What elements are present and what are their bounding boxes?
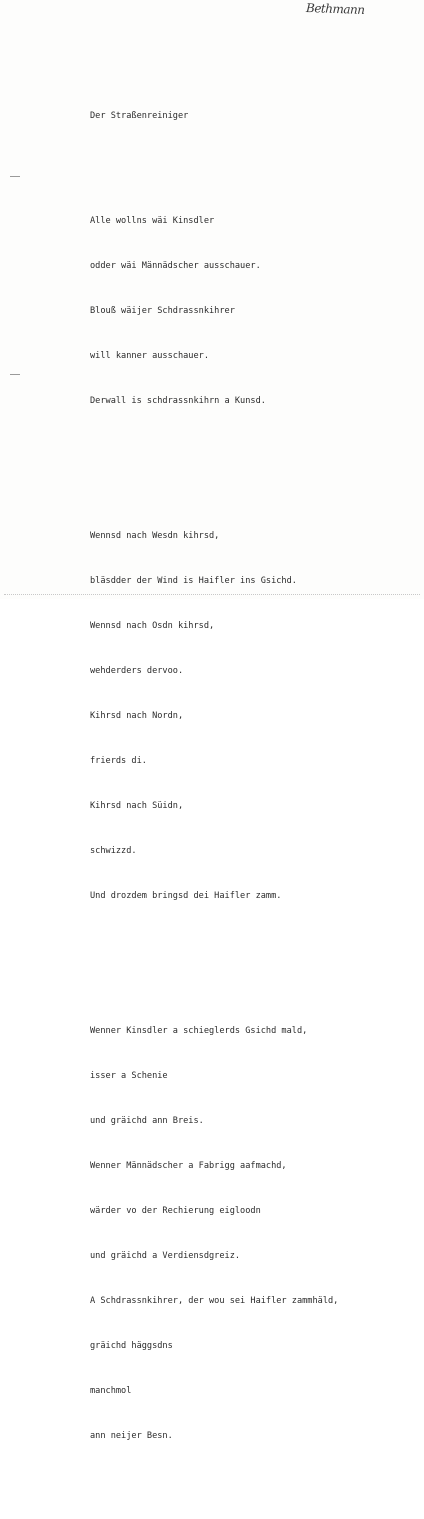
punch-hole-mark-bottom — [10, 374, 20, 375]
poem-line: odder wäi Männädscher ausschauer. — [90, 261, 261, 271]
poem-line: isser a Schenie — [90, 1071, 168, 1081]
poem-line: Wennsd nach Osdn kihrsd, — [90, 621, 215, 631]
poem-line: schwizzd. — [90, 846, 137, 856]
poem-line: Und drozdem bringsd dei Haifler zamm. — [90, 891, 282, 901]
poem-line: gräichd häggsdns — [90, 1341, 173, 1351]
stanza-3 — [90, 994, 338, 1474]
poem-line: Derwall is schdrassnkihrn a Kunsd. — [90, 396, 266, 406]
poem-line: Alle wollns wäi Kinsdler — [90, 216, 215, 226]
poem-line: Wennsd nach Wesdn kihrsd, — [90, 531, 220, 541]
poem-title: Der Straßenreiniger — [90, 111, 189, 121]
poem-line: manchmol — [90, 1386, 132, 1396]
poem-line: Wenner Kinsdler a schieglerds Gsichd mald, — [90, 1026, 308, 1036]
handwritten-signature: Bethmann — [305, 0, 365, 18]
poem-line: Kihrsd nach Süidn, — [90, 801, 184, 811]
poem-body — [90, 79, 338, 1519]
poem-line: wehderders dervoo. — [90, 666, 184, 676]
stanza-2 — [90, 499, 338, 934]
scan-edge-dots — [4, 594, 420, 596]
poem-line: frierds di. — [90, 756, 147, 766]
poem-line: ann neijer Besn. — [90, 1431, 173, 1441]
poem-line: und gräichd ann Breis. — [90, 1116, 204, 1126]
poem-line: und gräichd a Verdiensdgreiz. — [90, 1251, 241, 1261]
stanza-1 — [90, 184, 338, 439]
poem-line: Kihrsd nach Nordn, — [90, 711, 184, 721]
poem-line: Wenner Männädscher a Fabrigg aafmachd, — [90, 1161, 287, 1171]
punch-hole-mark-top — [10, 176, 20, 177]
poem-line: wärder vo der Rechierung eigloodn — [90, 1206, 261, 1216]
poem-line: Blouß wäijer Schdrassnkihrer — [90, 306, 235, 316]
poem-line: will kanner ausschauer. — [90, 351, 209, 361]
poem-line: bläsdder der Wind is Haifler ins Gsichd. — [90, 576, 297, 586]
poem-line: A Schdrassnkihrer, der wou sei Haifler zammhäld, — [90, 1296, 339, 1306]
